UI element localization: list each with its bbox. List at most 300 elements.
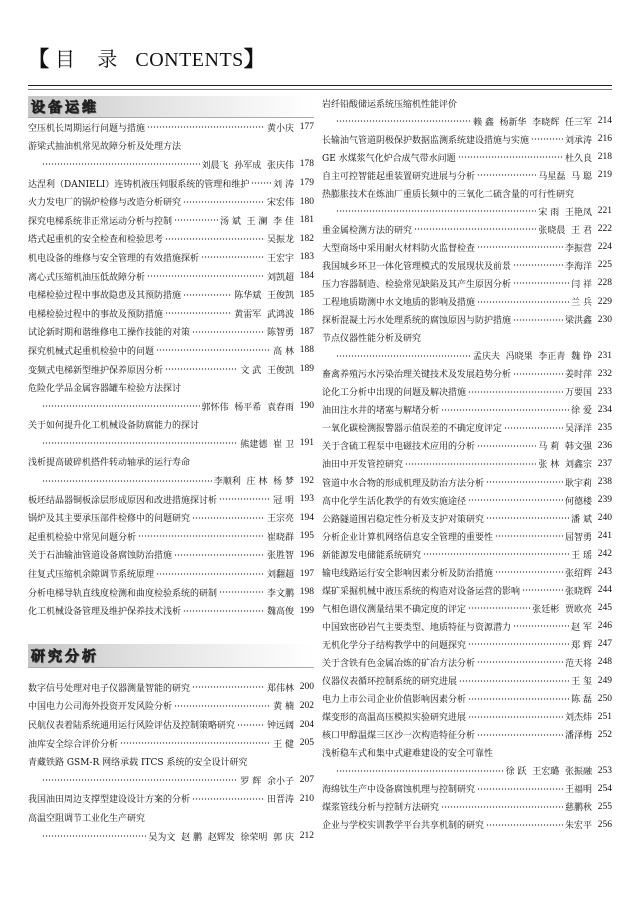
- toc-entry: [322, 509, 612, 527]
- entry-page-number: 253: [597, 765, 612, 776]
- entry-title: 青藏铁路 GSM-R 网络承载 ITCS 系统的安全设计研究: [28, 758, 248, 769]
- dot-leader: [513, 372, 563, 376]
- entry-page-number: 202: [299, 700, 314, 711]
- entry-page-number: 207: [299, 775, 314, 786]
- dot-leader: [183, 293, 232, 297]
- entry-page-number: 200: [299, 682, 314, 693]
- entry-line: [322, 690, 612, 708]
- entry-author-line: [322, 347, 612, 365]
- entry-title: 岩纤铅酸储运系统压缩机性能评价: [322, 99, 458, 110]
- dot-leader: [513, 624, 569, 628]
- toc-entry: [28, 490, 314, 509]
- dot-leader: [477, 444, 536, 448]
- toc-entry: [322, 491, 612, 509]
- entry-page-number: 182: [299, 233, 314, 244]
- toc-entry: [28, 546, 314, 565]
- entry-page-number: 188: [299, 345, 314, 356]
- entry-title: 板坯结晶器铜板涂层形成原因和改进措施探讨析: [28, 495, 218, 506]
- toc-entry: [322, 690, 612, 708]
- entry-title: 电梯检验过程中事故隐患及其预防措施: [28, 291, 182, 302]
- entry-title: 试论新时期和谐维修电工操作技能的对策: [28, 328, 191, 339]
- entry-authors: 陈华斌 王俊凯: [234, 291, 294, 302]
- entry-authors: 梁洪鑫: [564, 316, 592, 327]
- entry-title: 往复式压缩机余隙调节系统原理: [28, 570, 155, 581]
- entry-line: [28, 583, 314, 602]
- toc-entry: [28, 323, 314, 342]
- entry-authors: 闫 祥: [571, 279, 592, 290]
- entry-authors: 汤 斌 王 澜 李 佳: [219, 216, 294, 227]
- entry-authors: 陈智勇: [266, 328, 294, 339]
- entry-authors: 慈鹏秋: [564, 803, 592, 814]
- entry-title: 关于含铁有色金属冶炼的矿冶方法分析: [322, 658, 476, 669]
- section-title: 设备运维: [31, 100, 99, 116]
- entry-page-number: 195: [299, 531, 314, 542]
- entry-title: 空压机长周期运行问题与措施: [28, 123, 146, 134]
- entry-line: [322, 672, 612, 690]
- entry-author-line: [28, 155, 314, 174]
- dot-leader: [468, 697, 569, 701]
- entry-line: [28, 360, 314, 379]
- entry-title: 气相色谱仪测量结果不确定度的评定: [322, 604, 467, 615]
- entry-title: 分析企业计算机网络信息安全管理的重要性: [322, 532, 494, 543]
- dot-leader: [174, 553, 265, 557]
- entry-title-line: [28, 752, 314, 771]
- section-header-equipment-maintenance: [28, 96, 314, 118]
- entry-page-number: 256: [597, 819, 612, 830]
- toc-entry: [322, 708, 612, 726]
- entry-page-number: 189: [299, 364, 314, 375]
- dot-leader: [42, 778, 238, 782]
- dot-leader: [165, 237, 265, 241]
- entry-line: [322, 365, 612, 383]
- header-title-en: CONTENTS: [135, 49, 244, 71]
- entry-title-line: [28, 453, 314, 472]
- entry-authors: 潘 斌: [571, 514, 592, 525]
- entry-authors: 宋 雨 王艳凤: [538, 207, 592, 218]
- toc-entry: [322, 581, 612, 599]
- entry-line: [322, 238, 612, 256]
- entry-authors: 范天将: [564, 658, 592, 669]
- toc-entry: [322, 94, 612, 130]
- toc-entry: [28, 378, 314, 415]
- entry-line: [28, 118, 314, 137]
- entry-title: 畜禽养殖污水污染治理关键技术及发展趋势分析: [322, 370, 512, 381]
- entry-authors: 刘晨飞 孙军成 张庆伟: [201, 160, 294, 171]
- entry-authors: 杜久良: [564, 153, 592, 164]
- entry-page-number: 199: [299, 605, 314, 616]
- entry-page-number: 235: [597, 422, 612, 433]
- entry-authors: 冠 明: [273, 495, 294, 506]
- entry-authors: 孟庆夫 冯晓果 李正青 魏 铮: [472, 352, 592, 363]
- entry-page-number: 214: [597, 116, 612, 127]
- entry-title: 分析电梯导轨直线度检测和曲度检验系统的研制: [28, 588, 218, 599]
- entry-author-line: [28, 827, 314, 846]
- entry-authors: 万要国: [564, 388, 592, 399]
- dot-leader: [201, 255, 265, 259]
- entry-page-number: 250: [597, 693, 612, 704]
- entry-page-number: 237: [597, 458, 612, 469]
- dot-leader: [405, 462, 536, 466]
- header-title-cn: 目 录: [55, 47, 126, 71]
- entry-authors: 王福明: [564, 785, 592, 796]
- toc-entry: [28, 416, 314, 453]
- entry-page-number: 191: [299, 438, 314, 449]
- dot-leader: [336, 354, 471, 358]
- dot-leader: [468, 498, 563, 502]
- dot-leader: [192, 516, 265, 520]
- entry-title-line: [322, 94, 612, 112]
- entry-authors: 崔晓群: [266, 532, 294, 543]
- entry-line: [28, 211, 314, 230]
- entry-page-number: 186: [299, 308, 314, 319]
- entry-title: 电力上市公司企业价值影响因素分析: [322, 695, 467, 706]
- toc-entry: [28, 118, 314, 137]
- entry-page-number: 243: [597, 567, 612, 578]
- entry-page-number: 242: [597, 549, 612, 560]
- entry-page-number: 219: [597, 170, 612, 181]
- entry-title: 电梯检验过程中的事故及预防措施: [28, 309, 164, 320]
- entry-line: [322, 563, 612, 581]
- toc-entry: [322, 419, 612, 437]
- toc-entry: [28, 527, 314, 546]
- entry-line: [322, 220, 612, 238]
- dot-leader: [458, 155, 563, 159]
- entry-title: 热膨胀技术在炼油厂重质长频中的三氧化二硫含量的可行性研究: [322, 189, 575, 200]
- entry-title: 探究机械式起重机检验中的问题: [28, 346, 155, 357]
- entry-authors: 李振营: [564, 243, 592, 254]
- entry-title: 关于含硫工程泵中电磁技术应用的分析: [322, 442, 476, 453]
- entry-line: [28, 230, 314, 249]
- dot-leader: [513, 318, 563, 322]
- entry-line: [322, 780, 612, 798]
- entry-title: 离心式压缩机油压低故障分析: [28, 272, 146, 283]
- toc-entry: [28, 341, 314, 360]
- dot-leader: [138, 534, 265, 538]
- toc-entry: [322, 311, 612, 329]
- entry-title: 数字信号处理对电子仪器测量智能的研究: [28, 683, 191, 694]
- dot-leader: [468, 606, 530, 610]
- entry-title: 自主可控智能起重装置研究进展与分析: [322, 171, 476, 182]
- section-header-research-analysis: [28, 644, 314, 668]
- entry-line: [28, 285, 314, 304]
- toc-entry: [28, 211, 314, 230]
- entry-page-number: 194: [299, 512, 314, 523]
- dot-leader: [477, 660, 563, 664]
- dot-leader: [468, 715, 563, 719]
- entry-title: 浅析稳车式和集中式避难建设的安全可靠性: [322, 749, 494, 760]
- entry-page-number: 216: [597, 134, 612, 145]
- entry-title-line: [322, 329, 612, 347]
- entry-title: 长输油气管道阴极保护数据监测系统建设措施与实施: [322, 135, 530, 146]
- entry-page-number: 187: [299, 326, 314, 337]
- toc-entry: [322, 274, 612, 292]
- toc-header: [28, 44, 265, 74]
- entry-authors: 刘承涛: [564, 135, 592, 146]
- entry-authors: 刘翻超: [266, 570, 294, 581]
- entry-page-number: 255: [597, 801, 612, 812]
- entry-line: [28, 192, 314, 211]
- entry-title: 煤矿采掘机械中液压系统的构造对设备运营的影响: [322, 586, 521, 597]
- toc-entry: [322, 473, 612, 491]
- toc-entry: [322, 744, 612, 780]
- entry-title: 油库安全综合评价分析: [28, 739, 119, 750]
- entry-line: [322, 293, 612, 311]
- entry-title: 塔式起重机的安全检查和检验思考: [28, 235, 164, 246]
- entry-line: [28, 527, 314, 546]
- entry-authors: 刘杰炜: [564, 713, 592, 724]
- entry-authors: 王 玺: [571, 677, 592, 688]
- entry-authors: 徐 跃 王宏璐 张振融: [505, 767, 592, 778]
- entry-title: 企业与学校实训教学平台共享机制的研究: [322, 821, 485, 832]
- entry-page-number: 248: [597, 657, 612, 668]
- dot-leader: [513, 281, 569, 285]
- toc-entry: [322, 545, 612, 563]
- entry-page-number: 179: [299, 178, 314, 189]
- section-entries: [28, 118, 314, 620]
- entry-line: [28, 546, 314, 565]
- entry-page-number: 212: [299, 831, 314, 842]
- entry-page-number: 236: [597, 440, 612, 451]
- entry-title: 煤浆管线分析与控制方法研究: [322, 803, 440, 814]
- entry-title: 一氧化碳检测报警器示值误差的不确定度评定: [322, 424, 503, 435]
- entry-authors: 熊建德 崔 卫: [240, 439, 294, 450]
- entry-page-number: 244: [597, 585, 612, 596]
- entry-line: [322, 455, 612, 473]
- entry-line: [28, 174, 314, 193]
- entry-title: 无机化学分子结构教学中的问题探究: [322, 640, 467, 651]
- entry-line: [322, 617, 612, 635]
- entry-line: [28, 304, 314, 323]
- entry-authors: 宋宏伟: [266, 198, 294, 209]
- entry-authors: 魏高俊: [266, 607, 294, 618]
- entry-title-line: [28, 137, 314, 156]
- entry-page-number: 225: [597, 260, 612, 271]
- entry-page-number: 247: [597, 639, 612, 650]
- entry-page-number: 254: [597, 783, 612, 794]
- entry-authors: 钟远阔: [266, 721, 294, 732]
- section-title: 研究分析: [31, 649, 99, 666]
- toc-entry: [28, 360, 314, 379]
- dot-leader: [192, 330, 265, 334]
- dot-leader: [477, 787, 563, 791]
- entry-line: [322, 473, 612, 491]
- dot-leader: [174, 218, 218, 222]
- entry-title-line: [28, 808, 314, 827]
- dot-leader: [468, 642, 569, 646]
- toc-entry: [28, 715, 314, 734]
- entry-line: [28, 508, 314, 527]
- entry-title-line: [28, 378, 314, 397]
- entry-authors: 王 健: [273, 739, 294, 750]
- toc-entry: [28, 583, 314, 602]
- dot-leader: [441, 408, 569, 412]
- toc-entry: [28, 174, 314, 193]
- dot-leader: [183, 200, 265, 204]
- entry-line: [28, 697, 314, 716]
- toc-entry: [322, 293, 612, 311]
- entry-title: 化工机械设备管理及维护保养技术浅析: [28, 607, 182, 618]
- toc-entry: [322, 617, 612, 635]
- entry-page-number: 180: [299, 196, 314, 207]
- entry-page-number: 204: [299, 719, 314, 730]
- toc-entry: [322, 798, 612, 816]
- section-entries: [28, 678, 314, 845]
- dot-leader: [42, 441, 238, 445]
- dot-leader: [477, 245, 563, 249]
- entry-authors: 马星磊 马 聪: [538, 171, 592, 182]
- entry-page-number: 196: [299, 549, 314, 560]
- entry-page-number: 177: [299, 122, 314, 133]
- toc-entry: [28, 697, 314, 716]
- section-entries-continued: [322, 94, 612, 834]
- toc-entry: [322, 383, 612, 401]
- toc-entry: [28, 137, 314, 174]
- entry-line: [28, 323, 314, 342]
- entry-line: [28, 490, 314, 509]
- entry-line: [322, 383, 612, 401]
- entry-title-line: [322, 184, 612, 202]
- toc-entry: [322, 599, 612, 617]
- entry-title: 变频式电梯新型维护保养原因分析: [28, 365, 164, 376]
- toc-entry: [322, 816, 612, 834]
- dot-leader: [165, 311, 232, 315]
- entry-line: [28, 341, 314, 360]
- dot-leader: [219, 590, 265, 594]
- entry-author-line: [28, 771, 314, 790]
- toc-entry: [28, 508, 314, 527]
- entry-title: 达涅利（DANIELI）连铸机液压伺服系统的管理和维护: [28, 179, 250, 190]
- entry-authors: 屈智勇: [564, 532, 592, 543]
- entry-line: [322, 491, 612, 509]
- entry-title: 核口甲醇温煤三区沙一次构造特征分析: [322, 731, 476, 742]
- entry-line: [28, 564, 314, 583]
- dot-leader: [441, 805, 563, 809]
- entry-authors: 吴泽洋: [564, 424, 592, 435]
- entry-authors: 徐 爱: [571, 406, 592, 417]
- entry-line: [322, 726, 612, 744]
- entry-line: [322, 148, 612, 166]
- toc-entry: [322, 437, 612, 455]
- entry-author-line: [322, 112, 612, 130]
- dot-leader: [504, 426, 563, 430]
- toc-entry: [322, 527, 612, 545]
- entry-title: 大型商场中采用耐火材料防火监督检查: [322, 243, 476, 254]
- entry-authors: 张绍辉: [564, 568, 592, 579]
- dot-leader: [237, 723, 265, 727]
- entry-authors: 黄小庆: [266, 123, 294, 134]
- header-rule: [28, 85, 612, 86]
- entry-title: 论化工分析中出现的问题及解决措施: [322, 388, 467, 399]
- entry-authors: 田晋涛: [266, 795, 294, 806]
- toc-entry: [322, 184, 612, 220]
- entry-author-line: [28, 397, 314, 416]
- toc-entry: [28, 734, 314, 753]
- entry-title: 高中化学生活化教学的有效实施途径: [322, 496, 467, 507]
- right-column: [322, 94, 612, 834]
- toc-entry: [28, 285, 314, 304]
- entry-line: [322, 509, 612, 527]
- entry-page-number: 232: [597, 368, 612, 379]
- entry-authors: 文 武 王俊凯: [240, 365, 294, 376]
- entry-page-number: 205: [299, 738, 314, 749]
- entry-page-number: 183: [299, 252, 314, 263]
- entry-line: [322, 527, 612, 545]
- entry-line: [28, 601, 314, 620]
- entry-line: [322, 166, 612, 184]
- entry-page-number: 221: [597, 206, 612, 217]
- dot-leader: [183, 609, 265, 613]
- entry-authors: 赖 鑫 杨新华 李晓辉 任三军: [472, 117, 592, 128]
- entry-page-number: 241: [597, 531, 612, 542]
- entry-line: [322, 256, 612, 274]
- dot-leader: [336, 119, 471, 123]
- dot-leader: [42, 479, 212, 483]
- toc-entry: [28, 192, 314, 211]
- entry-authors: 高 林: [273, 346, 294, 357]
- entry-authors: 黄 楠: [273, 702, 294, 713]
- entry-title: 管道中水合物的形成机理及防治方法分析: [322, 478, 485, 489]
- entry-title: 重金属检测方法的研究: [322, 225, 413, 236]
- entry-title: 探析混凝土污水处理系统的腐蚀原因与防护措施: [322, 316, 512, 327]
- entry-page-number: 229: [597, 296, 612, 307]
- dot-leader: [42, 162, 200, 166]
- entry-title: 煤变形的高温高压模拟实验研究进展: [322, 713, 467, 724]
- dot-leader: [147, 125, 265, 129]
- entry-authors: 张 林 刘鑫宗: [538, 460, 592, 471]
- entry-title: 工程地质勘测中水文地质的影响及措施: [322, 298, 476, 309]
- dot-leader: [336, 209, 536, 213]
- entry-title: 火力发电厂的锅炉检修与改造分析研究: [28, 198, 182, 209]
- entry-page-number: 252: [597, 729, 612, 740]
- toc-entry: [28, 267, 314, 286]
- toc-entry: [28, 304, 314, 323]
- toc-entry: [322, 329, 612, 365]
- entry-line: [322, 130, 612, 148]
- entry-authors: 刘凯超: [266, 272, 294, 283]
- entry-page-number: 198: [299, 587, 314, 598]
- entry-title: 油田中开发管控研究: [322, 460, 404, 471]
- entry-authors: 潘泽梅: [564, 731, 592, 742]
- entry-page-number: 218: [597, 152, 612, 163]
- entry-authors: 李文鹏: [266, 588, 294, 599]
- toc-entry: [28, 752, 314, 789]
- entry-line: [28, 734, 314, 753]
- entry-line: [322, 816, 612, 834]
- entry-title: 我国油田周边支撑型建设设计方案的分析: [28, 795, 191, 806]
- toc-entry: [322, 220, 612, 238]
- entry-page-number: 234: [597, 404, 612, 415]
- entry-line: [322, 274, 612, 292]
- entry-title: 关于石油输油管道设备腐蚀防治措施: [28, 551, 173, 562]
- entry-page-number: 224: [597, 242, 612, 253]
- entry-author-line: [28, 434, 314, 453]
- entry-author-line: [28, 471, 314, 490]
- toc-entry: [28, 453, 314, 490]
- dot-leader: [156, 348, 271, 352]
- entry-authors: 郑伟林: [266, 683, 294, 694]
- entry-title: 压力容器制造、检验常见缺陷及其产生原因分析: [322, 279, 512, 290]
- entry-authors: 张晓辉: [564, 586, 592, 597]
- entry-page-number: 193: [299, 494, 314, 505]
- entry-authors: 黄雷军 武鸿波: [234, 309, 294, 320]
- entry-page-number: 185: [299, 289, 314, 300]
- entry-line: [322, 545, 612, 563]
- entry-page-number: 239: [597, 495, 612, 506]
- entry-authors: 李海洋: [564, 261, 592, 272]
- toc-entry: [322, 653, 612, 671]
- dot-leader: [251, 181, 271, 185]
- toc-entry: [28, 678, 314, 697]
